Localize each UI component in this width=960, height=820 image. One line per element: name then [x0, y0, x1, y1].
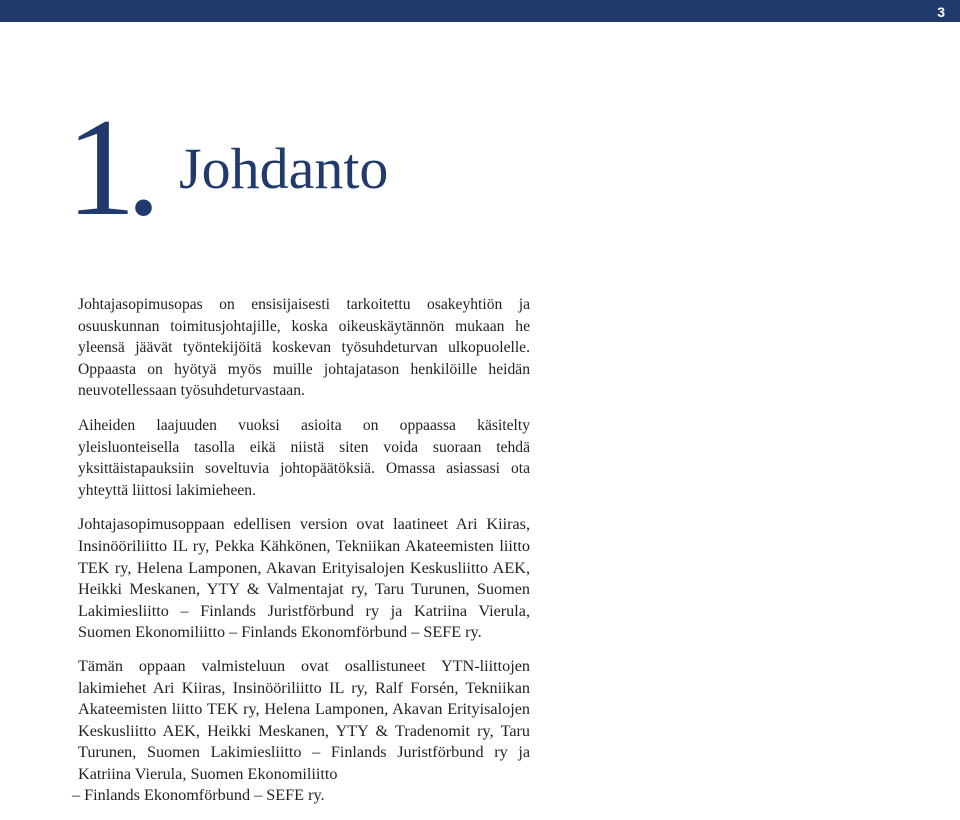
- page-number: 3: [937, 4, 945, 20]
- chapter-title: Johdanto: [179, 136, 389, 201]
- chapter-number: 1.: [66, 90, 151, 245]
- paragraph-scope: Aiheiden laajuuden vuoksi asioita on oppaassa käsitelty yleisluonteisella tasolla eikä niistä siten voida suoraan tehdä yksittäistapauksiin soveltuvia johtopäätöksiä. Omassa asiassasi ota yhteyttä liittosi lakimieheen.: [78, 416, 530, 499]
- paragraph-intro: Johtajasopimusopas on ensisijaisesti tarkoitettu osakeyhtiön ja osuuskunnan toimitusjohtajille, koska oikeuskäytännön mukaan he yleensä jäävät työntekijöitä koskevan työsuhdeturvan ulkopuolelle. Oppaasta on hyötyä myös muille johtajatason henkilöille heidän neuvotellessaan työsuhdeturvastaan.: [78, 296, 530, 400]
- paragraph-current-authors-last-line: – Finlands Ekonomförbund – SEFE ry.: [72, 786, 325, 805]
- paragraph-current-authors: [72, 656, 530, 807]
- body-text: [72, 294, 530, 819]
- paragraph-previous-authors: Johtajasopimusoppaan edellisen version ovat laatineet Ari Kiiras, Insinööriliitto IL ry, Pekka Kähkönen, Tekniikan Akateemisten liitto TEK ry, Helena Lamponen, Akavan Erityisalojen Keskusliitto AEK, Heikki Meskanen, YTY & Valmentajat ry, Taru Turunen, Suomen Lakimiesliitto – Finlands Juristförbund ry ja Katriina Vierula, Suomen Ekonomiliitto – Finlands Ekonomförbund – SEFE ry.: [78, 515, 530, 642]
- chapter-heading: [66, 88, 566, 248]
- top-bar: [0, 0, 960, 22]
- paragraph-current-authors-text: Tämän oppaan valmisteluun ovat osallistuneet YTN-liittojen lakimiehet Ari Kiiras, Insinööriliitto IL ry, Ralf Forsén, Tekniikan Akateemisten liitto TEK ry, Helena Lamponen, Akavan Erityisalojen Keskusliitto AEK, Heikki Meskanen, YTY & Tradenomit ry, Taru Turunen, Suomen Lakimiesliitto – Finlands Juristförbund ry ja Katriina Vierula, Suomen Ekonomiliitto: [78, 656, 530, 783]
